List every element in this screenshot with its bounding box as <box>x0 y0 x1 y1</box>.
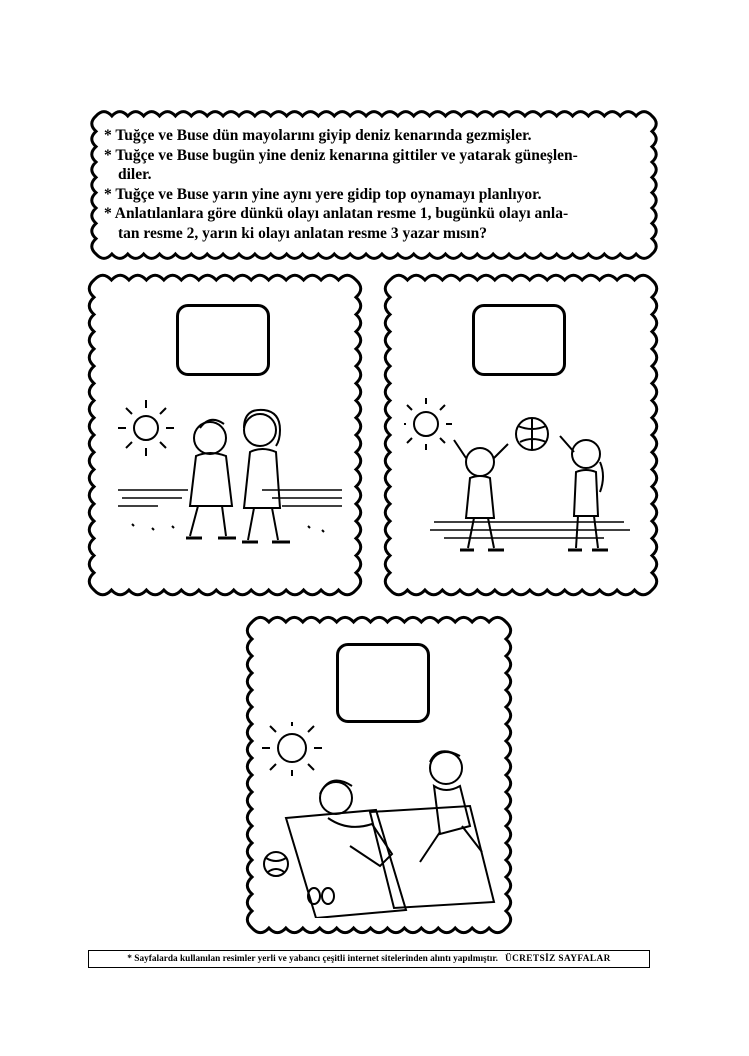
panel-2-number-box[interactable] <box>472 304 566 376</box>
instructions-box <box>104 126 644 243</box>
panel-1-number-box[interactable] <box>176 304 270 376</box>
instruction-line-2-cont: diler. <box>118 166 152 183</box>
footer-brand: ÜCRETSİZ SAYFALAR <box>504 954 611 964</box>
panel-3-number-box[interactable] <box>336 643 430 723</box>
beach-walking-illustration <box>112 398 352 568</box>
footer-text: * Sayfalarda kullanılan resimler yerli ve yabancı çeşitli internet sitelerinden alıntı yapılmıştır. <box>127 954 498 964</box>
instruction-line-4-cont: tan resme 2, yarın ki olayı anlatan resme 3 yazar mısın? <box>118 224 487 242</box>
instruction-line-4: * Anlatılanlara göre dünkü olayı anlatan resme 1, bugünkü olayı anla- <box>104 205 569 222</box>
sunbathing-illustration <box>258 722 508 918</box>
instruction-line-2: * Tuğçe ve Buse bugün yine deniz kenarına gittiler ve yatarak güneşlen- <box>104 146 578 164</box>
footer-disclaimer <box>88 950 650 968</box>
ball-playing-illustration <box>404 398 640 568</box>
instruction-line-1: * Tuğçe ve Buse dün mayolarını giyip deniz kenarında gezmişler. <box>104 127 532 144</box>
instruction-line-3: * Tuğçe ve Buse yarın yine aynı yere gidip top oynamayı planlıyor. <box>104 185 542 203</box>
